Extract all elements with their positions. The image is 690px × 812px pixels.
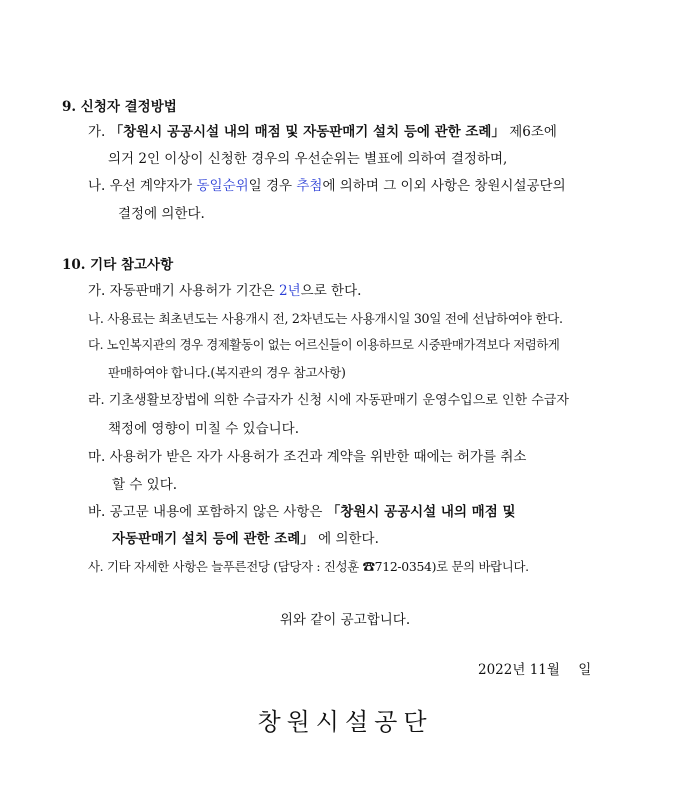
closing-statement: 위와 같이 공고합니다.	[279, 612, 411, 628]
item-text: 기타 자세한 사항은 늘푸른전당 (담당자 : 진성훈	[106, 559, 359, 574]
section10-item-ba-line1	[88, 503, 516, 521]
date-day: 일	[578, 662, 592, 678]
highlight-text: 동일순위	[196, 178, 249, 194]
ordinance-title: 「창원시 공공시설 내의 매점 및	[326, 504, 516, 520]
section9-heading: 9. 신청자 결정방법	[62, 99, 177, 115]
item-marker: 바.	[88, 504, 106, 520]
section10-item-na	[88, 310, 563, 328]
date-month: 11월	[529, 662, 560, 678]
section9-item-na-line1	[88, 177, 566, 195]
section10-item-ma-line2: 할 수 있다.	[112, 477, 178, 493]
ordinance-title: 자동판매기 설치 등에 관한 조례」	[112, 531, 314, 547]
item-marker: 나.	[88, 178, 106, 194]
section9-item-ga-line2: 의거 2인 이상이 신청한 경우의 우선순위는 별표에 의하여 결정하며,	[108, 151, 508, 167]
section10-item-da-line2: 판매하여야 합니다.(복지관의 경우 참고사항)	[108, 365, 346, 380]
section10-item-da-line1	[88, 336, 560, 354]
item-text: 으로 한다.	[300, 283, 362, 299]
item-marker: 라.	[88, 393, 105, 408]
item-text: 공고문 내용에 포함하지 않은 사항은	[109, 504, 323, 520]
section10-item-ga	[88, 282, 361, 300]
ordinance-title: 「창원시 공공시설 내의 매점 및 자동판매기 설치 등에 관한 조례」	[109, 124, 505, 140]
highlight-text: 2년	[279, 283, 301, 299]
item-marker: 다.	[88, 337, 104, 352]
section9-item-na-line2: 결정에 의한다.	[118, 206, 205, 222]
item-text: 사용허가 받은 자가 사용허가 조건과 계약을 위반한 때에는 허가를 취소	[109, 449, 527, 465]
section10-item-ra-line2: 책정에 영향이 미칠 수 있습니다.	[108, 421, 299, 437]
item-text: 우선 계약자가	[109, 178, 193, 194]
section10-item-ba-line2	[112, 530, 379, 548]
item-text: 에 의하며 그 이외 사항은 창원시설공단의	[322, 178, 566, 194]
date-year: 2022년	[478, 662, 526, 678]
section10-item-sa	[88, 558, 529, 576]
phone-number: 712-0354	[374, 559, 432, 574]
item-text: 자동판매기 사용허가 기간은	[109, 283, 275, 299]
item-text: 에 의한다.	[318, 531, 379, 547]
item-text: 일 경우	[248, 178, 293, 194]
highlight-text: 추첨	[296, 178, 323, 194]
item-marker: 가.	[88, 124, 106, 140]
section10-heading: 10. 기타 참고사항	[62, 257, 174, 273]
item-text: 노인복지관의 경우 경제활동이 없는 어르신들이 이용하므로 시중판매가격보다 저렴하게	[106, 337, 560, 352]
item-text: 기초생활보장법에 의한 수급자가 신청 시에 자동판매기 운영수입으로 인한 수급자	[108, 393, 569, 408]
phone-icon: ☎	[362, 559, 375, 574]
organization-name: 창원시설공단	[257, 708, 433, 736]
section10-item-ma-line1	[88, 448, 526, 466]
announcement-date	[478, 658, 591, 678]
item-text: )로 문의 바랍니다.	[431, 559, 529, 574]
item-marker: 가.	[88, 283, 106, 299]
item-marker: 나.	[88, 311, 104, 326]
section9-item-ga-line1	[88, 123, 557, 141]
item-text: 제6조에	[509, 124, 557, 140]
item-text: 사용료는 최초년도는 사용개시 전, 2차년도는 사용개시일 30일 전에 선납하여야 한다.	[107, 311, 563, 326]
item-marker: 마.	[88, 449, 106, 465]
section10-item-ra-line1	[88, 392, 569, 410]
item-marker: 사.	[88, 559, 104, 574]
